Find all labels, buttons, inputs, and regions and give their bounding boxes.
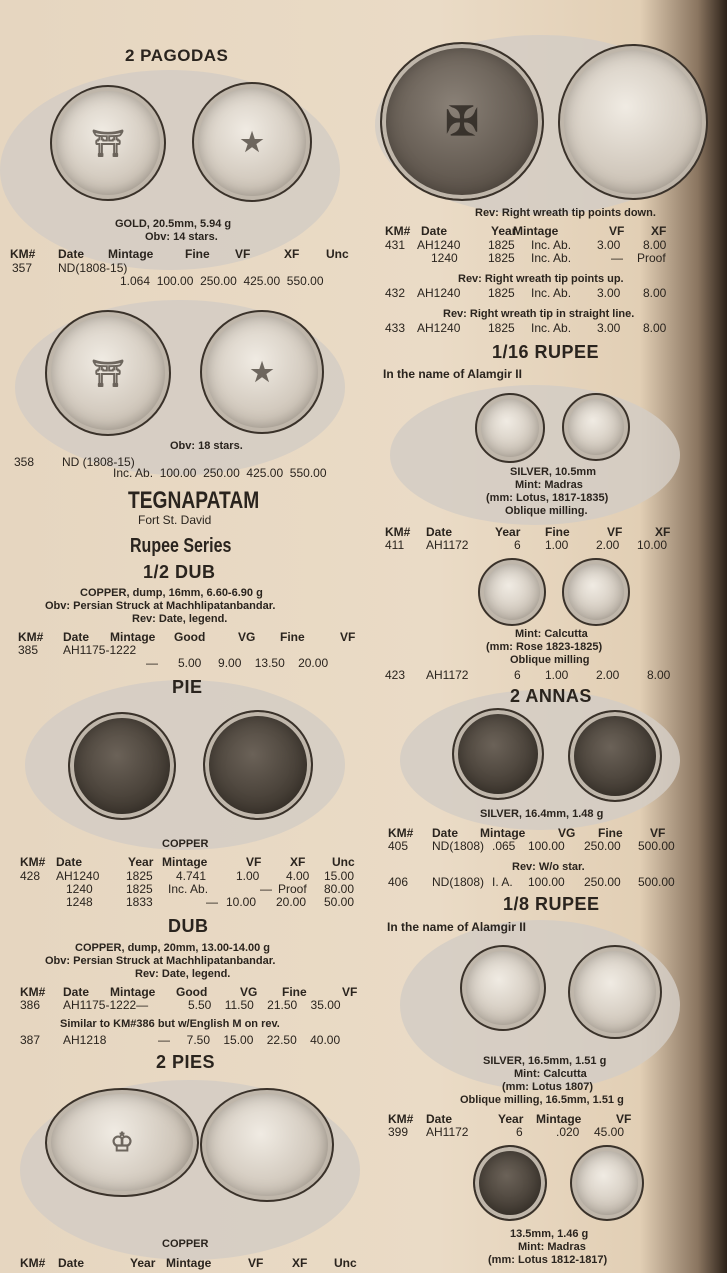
- table-row: 433 AH1240 1825 Inc. Ab. 3.00 8.00: [385, 321, 667, 335]
- coin-image-358-obverse: [45, 310, 171, 436]
- table-header: KM# Date Year Mintage VF: [388, 1112, 632, 1126]
- table-header: KM# Date Mintage VG Fine VF: [388, 826, 666, 840]
- caption-metal: 13.5mm, 1.46 g: [510, 1228, 589, 1240]
- section-title-2-pies: 2 PIES: [156, 1052, 216, 1072]
- caption-reverse: Rev: Right wreath tip points down.: [475, 207, 656, 219]
- table-row: 411 AH1172 6 1.00 2.00 10.00: [385, 538, 668, 552]
- table-row: 432 AH1240 1825 Inc. Ab. 3.00 8.00: [385, 286, 667, 300]
- table-header: KM# Date Mintage Good VG Fine VF: [18, 630, 356, 644]
- coin-image-2-pies-reverse: [200, 1088, 334, 1202]
- table-row: 405 ND(1808) .065 100.00 250.00 500.00: [388, 839, 675, 853]
- series-title: Rupee Series: [130, 535, 232, 557]
- caption-obverse: Obv: Persian Struck at Machhlipatanbandar.: [45, 955, 276, 967]
- caption-reverse: Rev: Right wreath tip points up.: [458, 273, 624, 285]
- temple-icon: ⛩: [91, 127, 125, 158]
- coin-image-399-reverse: [568, 945, 662, 1039]
- section-title-1-8-rupee: 1/8 RUPEE: [503, 894, 600, 914]
- coin-image-last-reverse: [570, 1145, 644, 1221]
- caption-mintmark: (mm: Rose 1823-1825): [486, 641, 603, 653]
- coin-image-last-obverse: [473, 1145, 547, 1221]
- temple-icon: ⛩: [91, 357, 125, 388]
- caption-mint: Mint: Madras: [518, 1241, 586, 1253]
- caption-obverse: Obv: 14 stars.: [145, 231, 218, 243]
- caption-obverse: Obv: 18 stars.: [170, 440, 243, 452]
- caption-reverse: Rev: W/o star.: [512, 861, 585, 873]
- caption-mint: Mint: Calcutta: [514, 1068, 587, 1080]
- section-title-1-16-rupee: 1/16 RUPEE: [492, 342, 600, 362]
- caption-metal: COPPER: [162, 1238, 209, 1250]
- caption-metal: SILVER, 16.5mm, 1.51 g: [483, 1055, 607, 1067]
- table-row: 385 AH1175-1222: [18, 643, 137, 657]
- table-row: 406 ND(1808) I. A. 100.00 250.00 500.00: [388, 875, 675, 889]
- coin-image-411-reverse: [562, 393, 630, 461]
- table-row: 428 AH1240 1825 4.741 1.00 4.00 15.00: [20, 869, 355, 883]
- coin-image-423-obverse: [478, 558, 546, 626]
- section-title-dub: DUB: [168, 916, 209, 936]
- table-row: — 5.00 9.00 13.50 20.00: [146, 656, 329, 670]
- coin-image-411-obverse: [475, 393, 545, 463]
- coin-image-357-obverse: [50, 85, 166, 201]
- shield-icon: ✠: [445, 99, 479, 144]
- section-subtitle: In the name of Alamgir II: [387, 920, 526, 934]
- table-row: 387 AH1218 — 7.50 15.00 22.50 40.00: [20, 1033, 341, 1047]
- table-header: KM# Date Mintage Good VG Fine VF: [20, 985, 358, 999]
- section-title-tegnapatam: TEGNAPATAM: [128, 487, 260, 514]
- section-subtitle: In the name of Alamgir II: [383, 367, 522, 381]
- table-row: 423 AH1172 6 1.00 2.00 8.00: [385, 668, 671, 682]
- coin-image-357-reverse: [192, 82, 312, 202]
- section-title-2-pagodas: 2 PAGODAS: [125, 46, 229, 65]
- caption-mintmark: (mm: Lotus 1812-1817): [488, 1254, 608, 1266]
- caption-edge: Oblique milling: [510, 654, 590, 666]
- table-header: KM# Date Year Fine VF XF: [385, 525, 671, 539]
- table-row: 1240 1825 Inc. Ab. — Proof: [431, 251, 666, 265]
- table-header: KM# Date Year Mintage VF XF Unc: [20, 855, 355, 869]
- coin-image-405-reverse: [568, 710, 662, 802]
- caption-metal: SILVER, 16.4mm, 1.48 g: [480, 808, 604, 820]
- table-row: 1240 1825 Inc. Ab. — Proof 80.00: [66, 882, 355, 896]
- coin-image-358-reverse: [200, 310, 324, 434]
- caption-metal: GOLD, 20.5mm, 5.94 g: [115, 218, 232, 230]
- table-header: KM# Date Year Mintage VF XF: [385, 224, 667, 238]
- coin-image-428-obverse: [68, 712, 176, 820]
- section-title-pie: PIE: [172, 677, 203, 697]
- table-row: 357 ND(1808-15): [12, 261, 128, 275]
- table-row: 399 AH1172 6 .020 45.00: [388, 1125, 625, 1139]
- caption-metal: COPPER, dump, 20mm, 13.00-14.00 g: [75, 942, 271, 954]
- coin-image-399-obverse: [460, 945, 546, 1031]
- caption-mintmark: (mm: Lotus, 1817-1835): [486, 492, 609, 504]
- coin-image-423-reverse: [562, 558, 630, 626]
- coin-image-2-pies-obverse: [45, 1088, 199, 1197]
- crown-icon: ♔: [110, 1127, 134, 1157]
- section-title-2-annas: 2 ANNAS: [510, 686, 592, 706]
- table-row: 1.064 100.00 250.00 425.00 550.00: [120, 274, 324, 288]
- caption-reverse: Rev: Date, legend.: [132, 613, 228, 625]
- caption-mintmark: (mm: Lotus 1807): [502, 1081, 594, 1093]
- table-row: 358 ND (1808-15): [14, 455, 135, 469]
- coin-image-428-reverse: [203, 710, 313, 820]
- caption-obverse: Obv: Persian Struck at Machhlipatanbandar.: [45, 600, 276, 612]
- caption-mint: Mint: Madras: [515, 479, 583, 491]
- table-row: Inc. Ab. 100.00 250.00 425.00 550.00: [113, 466, 327, 480]
- section-title-half-dub: 1/2 DUB: [143, 562, 216, 582]
- caption-variety: Similar to KM#386 but w/English M on rev.: [60, 1018, 280, 1030]
- table-row: 431 AH1240 1825 Inc. Ab. 3.00 8.00: [385, 238, 667, 252]
- caption-metal: COPPER: [162, 838, 209, 850]
- coin-image-405-obverse: [452, 708, 544, 800]
- caption-mint: Mint: Calcutta: [515, 628, 588, 640]
- coin-image-431-reverse: [558, 44, 708, 200]
- caption-edge: Oblique milling.: [505, 505, 588, 517]
- table-row: 1248 1833 — 10.00 20.00 50.00: [66, 895, 355, 909]
- star-icon: ★: [240, 126, 264, 157]
- table-header: KM# Date Mintage Fine VF XF Unc: [10, 247, 349, 261]
- caption-metal: SILVER, 10.5mm: [510, 466, 596, 478]
- coin-image-431-obverse: [380, 42, 544, 201]
- section-subtitle: Fort St. David: [138, 513, 212, 527]
- caption-reverse: Rev: Date, legend.: [135, 968, 231, 980]
- caption-edge: Oblique milling, 16.5mm, 1.51 g: [460, 1094, 624, 1106]
- table-row: 386 AH1175-1222— 5.50 11.50 21.50 35.00: [20, 998, 341, 1012]
- table-header: KM# Date Year Mintage VF XF Unc: [20, 1256, 357, 1270]
- caption-reverse: Rev: Right wreath tip in straight line.: [443, 308, 635, 320]
- caption-metal: COPPER, dump, 16mm, 6.60-6.90 g: [80, 587, 263, 599]
- star-icon: ★: [250, 356, 274, 387]
